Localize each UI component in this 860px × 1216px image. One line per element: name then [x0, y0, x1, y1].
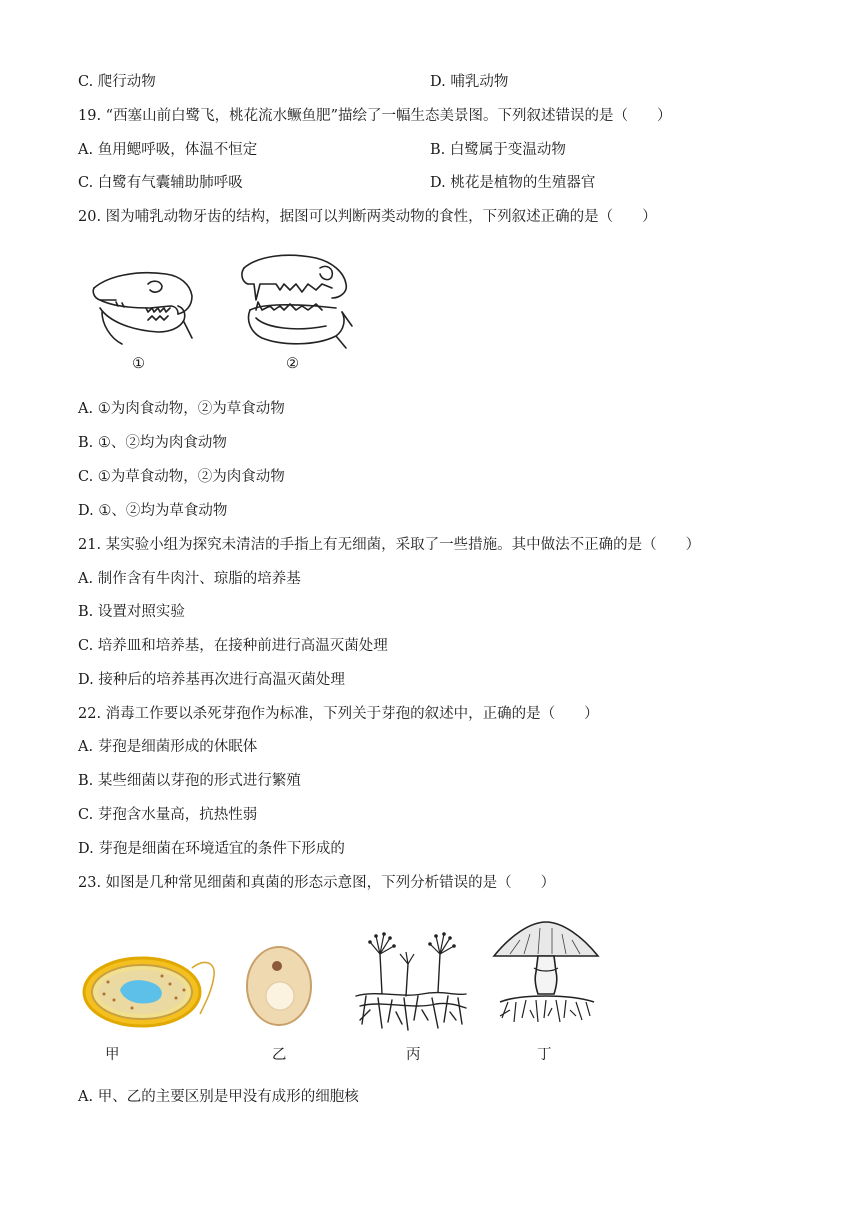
figure-label-bing: 丙	[406, 1047, 421, 1063]
q19-option-b: B. 白鹭属于变温动物	[430, 142, 566, 158]
q19-option-a: A. 鱼用鳃呼吸，体温不恒定	[78, 142, 258, 158]
q23-option-a: A. 甲、乙的主要区别是甲没有成形的细胞核	[78, 1089, 359, 1105]
q21-option-c: C. 培养皿和培养基，在接种前进行高温灭菌处理	[78, 638, 388, 654]
q22-option-a: A. 芽孢是细菌形成的休眠体	[78, 739, 258, 755]
q19-option-d: D. 桃花是植物的生殖器官	[430, 175, 596, 191]
figure-label-yi: 乙	[272, 1047, 287, 1063]
figure-label-jia: 甲	[105, 1047, 120, 1063]
q20-option-a: A. ①为肉食动物，②为草食动物	[78, 401, 285, 417]
figure-label-ding: 丁	[537, 1047, 552, 1063]
q21-option-b: B. 设置对照实验	[78, 604, 185, 620]
q20-option-b: B. ①、②均为肉食动物	[78, 435, 227, 451]
q22-option-d: D. 芽孢是细菌在环境适宜的条件下形成的	[78, 841, 345, 857]
q21-option-d: D. 接种后的培养基再次进行高温灭菌处理	[78, 672, 345, 688]
q21-option-a: A. 制作含有牛肉汁、琼脂的培养基	[78, 571, 301, 587]
q20-option-d: D. ①、②均为草食动物	[78, 503, 228, 519]
skull-2-label: ②	[286, 356, 299, 372]
q22-option-c: C. 芽孢含水量高，抗热性弱	[78, 807, 258, 823]
carnivore-skull-figure	[236, 248, 356, 356]
q23-stem: 23. 如图是几种常见细菌和真菌的形态示意图，下列分析错误的是（ ）	[78, 875, 556, 891]
q20-option-c: C. ①为草食动物，②为肉食动物	[78, 469, 285, 485]
q22-stem: 22. 消毒工作要以杀死芽孢作为标准，下列关于芽孢的叙述中，正确的是（ ）	[78, 706, 599, 722]
yeast-figure	[244, 944, 314, 1028]
bacterium-figure	[80, 948, 220, 1032]
q19-stem: 19. “西塞山前白鹭飞，桃花流水鳜鱼肥”描绘了一幅生态美景图。下列叙述错误的是（ ）	[78, 108, 672, 124]
mold-figure	[352, 924, 468, 1036]
mushroom-figure	[490, 918, 602, 1026]
q18-option-d: D. 哺乳动物	[430, 74, 509, 90]
q22-option-b: B. 某些细菌以芽孢的形式进行繁殖	[78, 773, 301, 789]
herbivore-skull-figure	[88, 262, 198, 350]
q19-option-c: C. 白鹭有气囊辅助肺呼吸	[78, 175, 243, 191]
q20-stem: 20. 图为哺乳动物牙齿的结构，据图可以判断两类动物的食性，下列叙述正确的是（ ）	[78, 209, 657, 225]
q21-stem: 21. 某实验小组为探究未清洁的手指上有无细菌，采取了一些措施。其中做法不正确的是（ ）	[78, 537, 701, 553]
q18-option-c: C. 爬行动物	[78, 74, 156, 90]
skull-1-label: ①	[132, 356, 145, 372]
